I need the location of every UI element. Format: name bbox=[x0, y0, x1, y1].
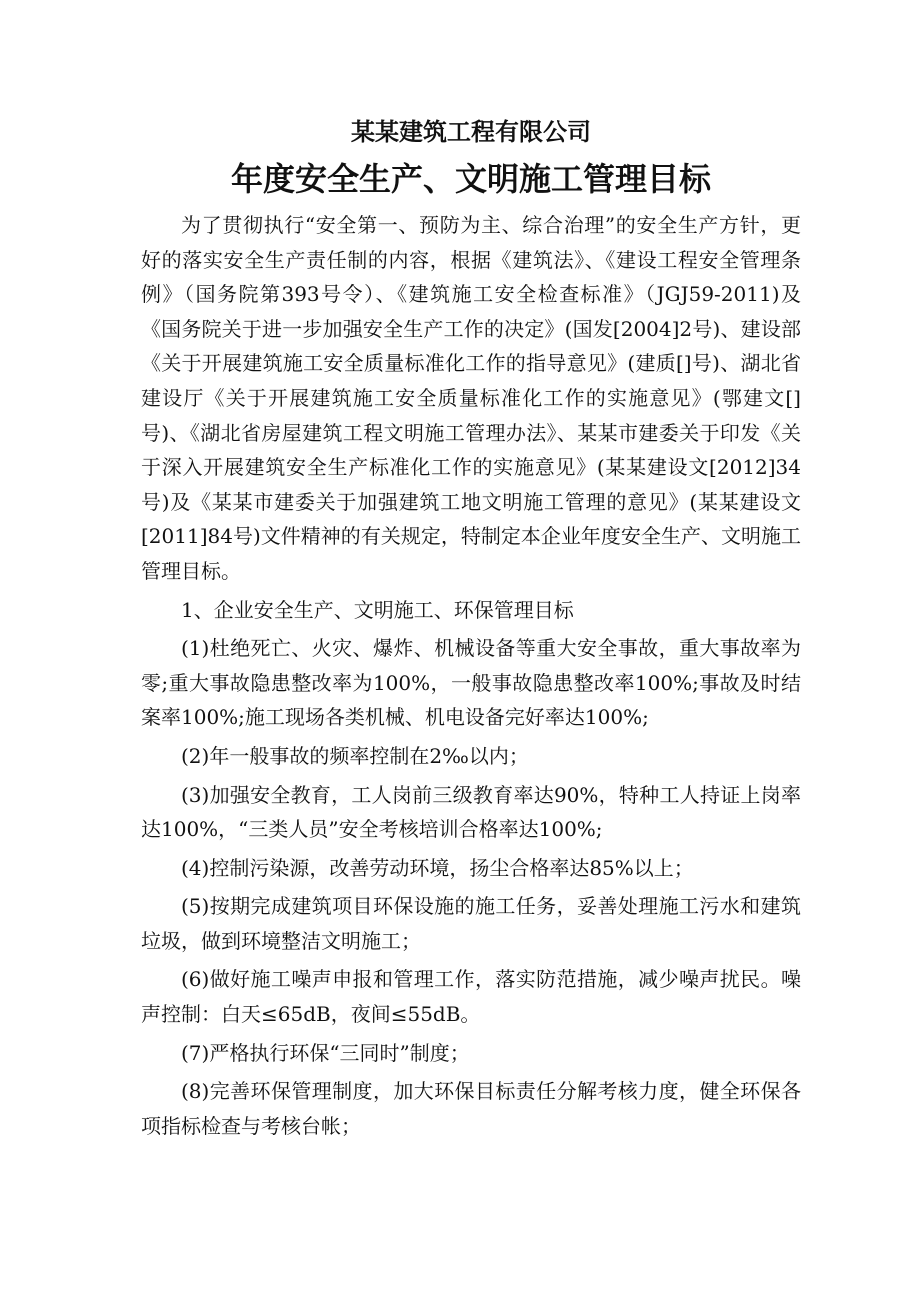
goal-item-4: (4)控制污染源，改善劳动环境，扬尘合格率达85%以上； bbox=[181, 855, 694, 880]
document-page bbox=[141, 112, 801, 1143]
document-title: 年度安全生产、文明施工管理目标 bbox=[230, 160, 711, 198]
section-heading: 1、企业安全生产、文明施工、环保管理目标 bbox=[181, 597, 574, 622]
goal-item-1: (1)杜绝死亡、火灾、爆炸、机械设备等重大安全事故，重大事故率为零;重大事故隐患整改率为100%，一般事故隐患整改率100%;事故及时结案率100%;施工现场各类机械、机电设备完好率达100%; bbox=[141, 636, 801, 730]
intro-paragraph: 为了贯彻执行“安全第一、预防为主、综合治理”的安全生产方针，更好的落实安全生产责任制的内容，根据《建筑法》、《建设工程安全管理条例》（国务院第393号令）、《建筑施工安全检查标准》（JGJ59-2011)及《国务院关于进一步加强安全生产工作的决定》(国发[2004]2号)、建设部《关于开展建筑施工安全质量标准化工作的指导意见》(建质[]号)、湖北省建设厅《关于开展建筑施工安全质量标准化工作的实施意见》(鄂建文[]号)、《湖北省房屋建筑工程文明施工管理办法》、某某市建委关于印发《关于深入开展建筑安全生产标准化工作的实施意见》(某某建设文[2012]34号)及《某某市建委关于加强建筑工地文明施工管理的意见》(某某建设文[2011]84号)文件精神的有关规定，特制定本企业年度安全生产、文明施工管理目标。 bbox=[141, 213, 801, 583]
goal-item-2: (2)年一般事故的频率控制在2‰以内； bbox=[181, 743, 529, 768]
goal-item-7: (7)严格执行环保“三同时”制度； bbox=[181, 1040, 470, 1065]
company-name: 某某建筑工程有限公司 bbox=[351, 118, 591, 146]
goal-item-5: (5)按期完成建筑项目环保设施的施工任务，妥善处理施工污水和建筑垃圾，做到环境整洁文明施工； bbox=[141, 894, 801, 953]
goal-item-3: (3)加强安全教育，工人岗前三级教育率达90%，特种工人持证上岗率达100%，“三类人员”安全考核培训合格率达100%; bbox=[141, 782, 801, 842]
goal-item-6: (6)做好施工噪声申报和管理工作，落实防范措施，减少噪声扰民。噪声控制：白天≤65dB，夜间≤55dB。 bbox=[141, 967, 801, 1027]
goal-item-8: (8)完善环保管理制度，加大环保目标责任分解考核力度，健全环保各项指标检查与考核台帐； bbox=[141, 1079, 801, 1138]
